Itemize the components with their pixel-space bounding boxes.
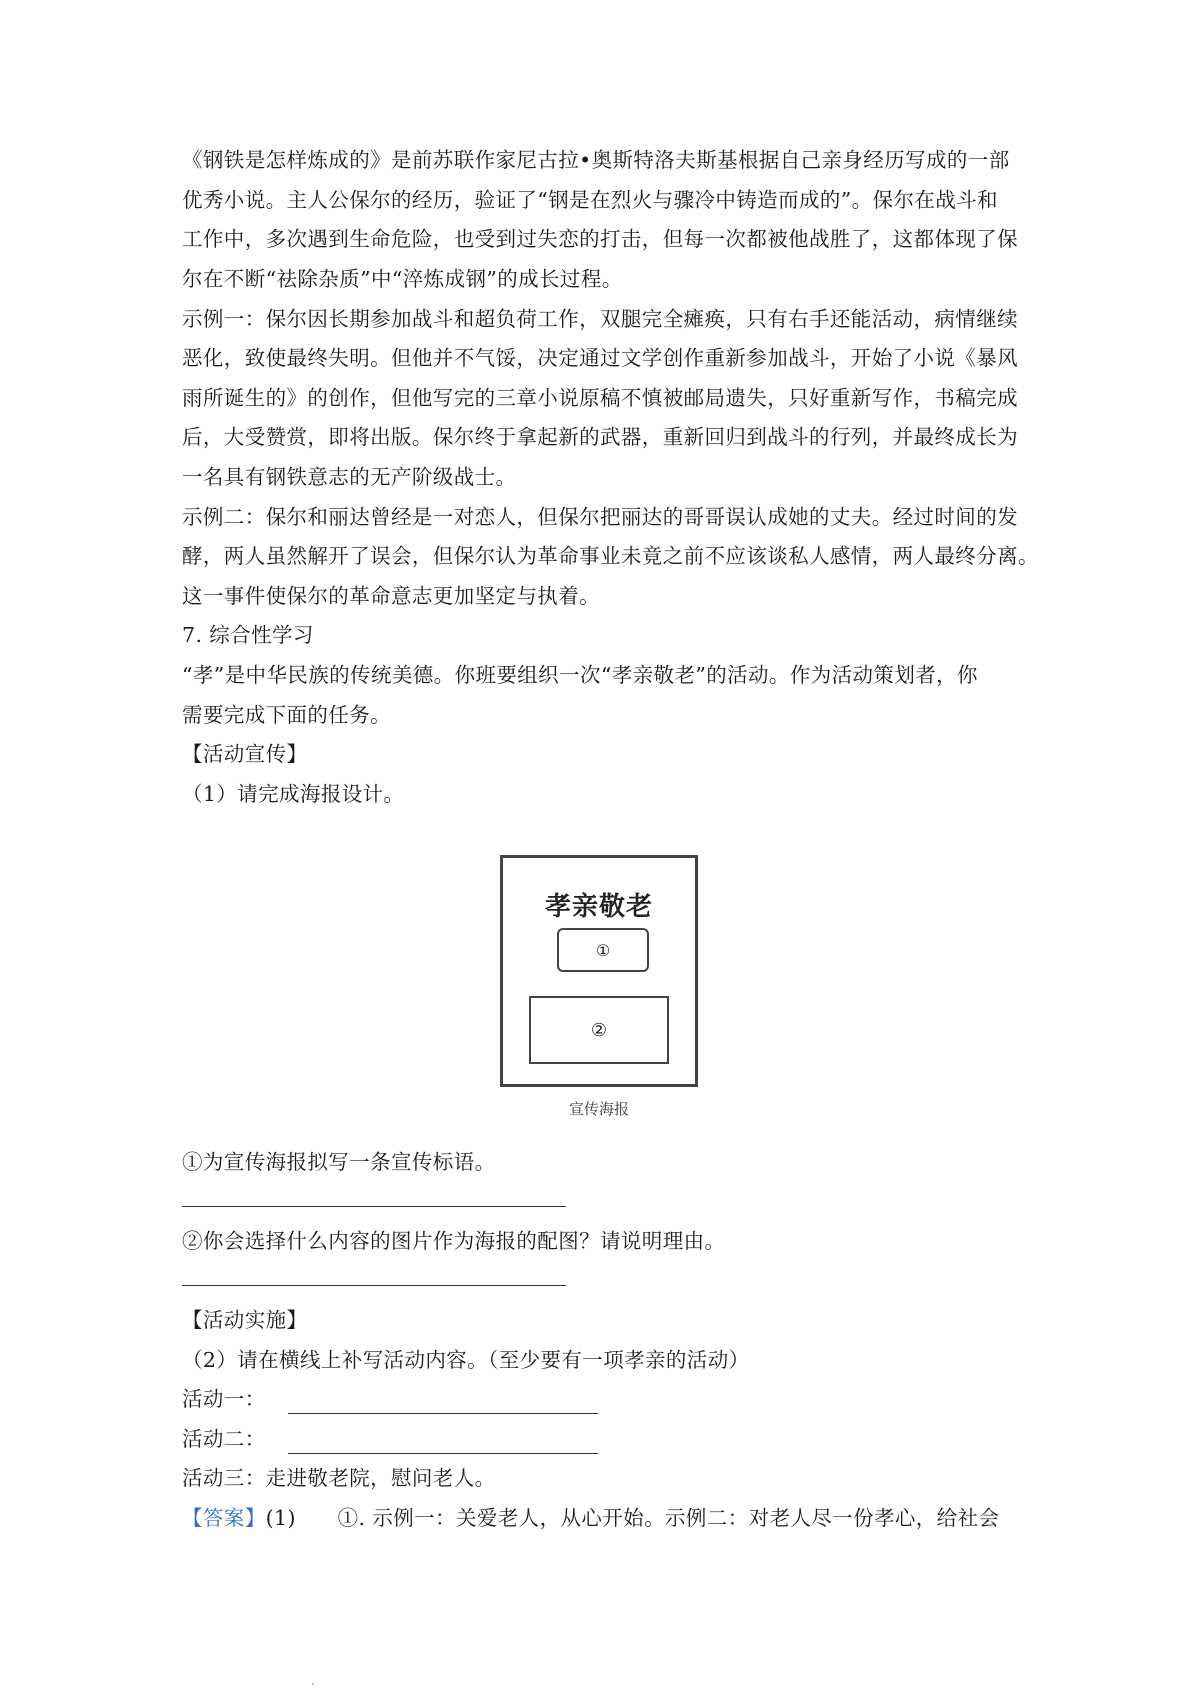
paragraph-line: 酵，两人虽然解开了误会，但保尔认为革命事业未竟之前不应该谈私人感情，两人最终分离。 [182, 544, 1039, 568]
paragraph-line: 后，大受赞赏，即将出版。保尔终于拿起新的武器，重新回归到战斗的行列，并最终成长为 [182, 425, 1018, 449]
poster-figure [500, 855, 698, 1087]
subsection-heading: 【活动宣传】 [182, 742, 308, 766]
activity-label: 活动一： [182, 1387, 266, 1411]
paragraph-line: 一名具有钢铁意志的无产阶级战士。 [182, 465, 517, 489]
answer-text: (1) ①. 示例一：关爱老人，从心开始。示例二：对老人尽一份孝心，给社会 [265, 1506, 1000, 1530]
activity-label: 活动二： [182, 1427, 266, 1451]
paragraph-line: 工作中，多次遇到生命危险，也受到过失恋的打击，但每一次都被他战胜了，这都体现了保 [182, 227, 1018, 251]
question-line: （2）请在横线上补写活动内容。（至少要有一项孝亲的活动） [182, 1348, 750, 1372]
activity-line [182, 1424, 1042, 1454]
paragraph-line: 需要完成下面的任务。 [182, 703, 391, 727]
activity-blank[interactable] [288, 1433, 598, 1454]
activity-line [182, 1384, 1042, 1414]
scan-speck [312, 1683, 314, 1685]
answer-label: 【答案】 [182, 1506, 266, 1530]
section-heading: 7. 综合性学习 [182, 623, 314, 647]
question-line: （1）请完成海报设计。 [182, 782, 405, 806]
poster-title: 孝亲敬老 [544, 892, 653, 922]
paragraph-line: 雨所诞生的》的创作，但他写完的三章小说原稿不慎被邮局遗失，只好重新写作，书稿完成 [182, 386, 1018, 410]
paragraph-line: 恶化，致使最终失明。但他并不气馁，决定通过文学创作重新参加战斗，开始了小说《暴风 [182, 346, 1018, 370]
poster-image-box: ② [529, 996, 669, 1064]
activity-line: 活动三：走进敬老院，慰问老人。 [182, 1466, 496, 1490]
poster-slogan-box: ① [557, 928, 649, 972]
subsection-heading: 【活动实施】 [182, 1308, 308, 1332]
paragraph-line: “孝”是中华民族的传统美德。你班要组织一次“孝亲敬老”的活动。作为活动策划者，你 [182, 663, 978, 687]
paragraph-line: 示例一：保尔因长期参加战斗和超负荷工作，双腿完全瘫痪，只有右手还能活动，病情继续 [182, 307, 1018, 331]
paragraph-line: 这一事件使保尔的革命意志更加坚定与执着。 [182, 584, 600, 608]
question-line: ②你会选择什么内容的图片作为海报的配图？请说明理由。 [182, 1229, 726, 1253]
paragraph-line: 尔在不断“祛除杂质”中“淬炼成钢”的成长过程。 [182, 267, 623, 291]
answer-blank[interactable] [182, 1285, 566, 1286]
paragraph-line: 示例二：保尔和丽达曾经是一对恋人，但保尔把丽达的哥哥误认成她的丈夫。经过时间的发 [182, 505, 1018, 529]
paragraph-line: 优秀小说。主人公保尔的经历，验证了“钢是在烈火与骤冷中铸造而成的”。保尔在战斗和 [182, 188, 998, 212]
paragraph-line: 《钢铁是怎样炼成的》是前苏联作家尼古拉•奥斯特洛夫斯基根据自己亲身经历写成的一部 [182, 148, 1010, 172]
answer-blank[interactable] [182, 1206, 566, 1207]
question-line: ①为宣传海报拟写一条宣传标语。 [182, 1150, 496, 1174]
answer-line [182, 1503, 1042, 1533]
poster-caption: 宣传海报 [568, 1100, 629, 1118]
activity-blank[interactable] [288, 1393, 598, 1414]
